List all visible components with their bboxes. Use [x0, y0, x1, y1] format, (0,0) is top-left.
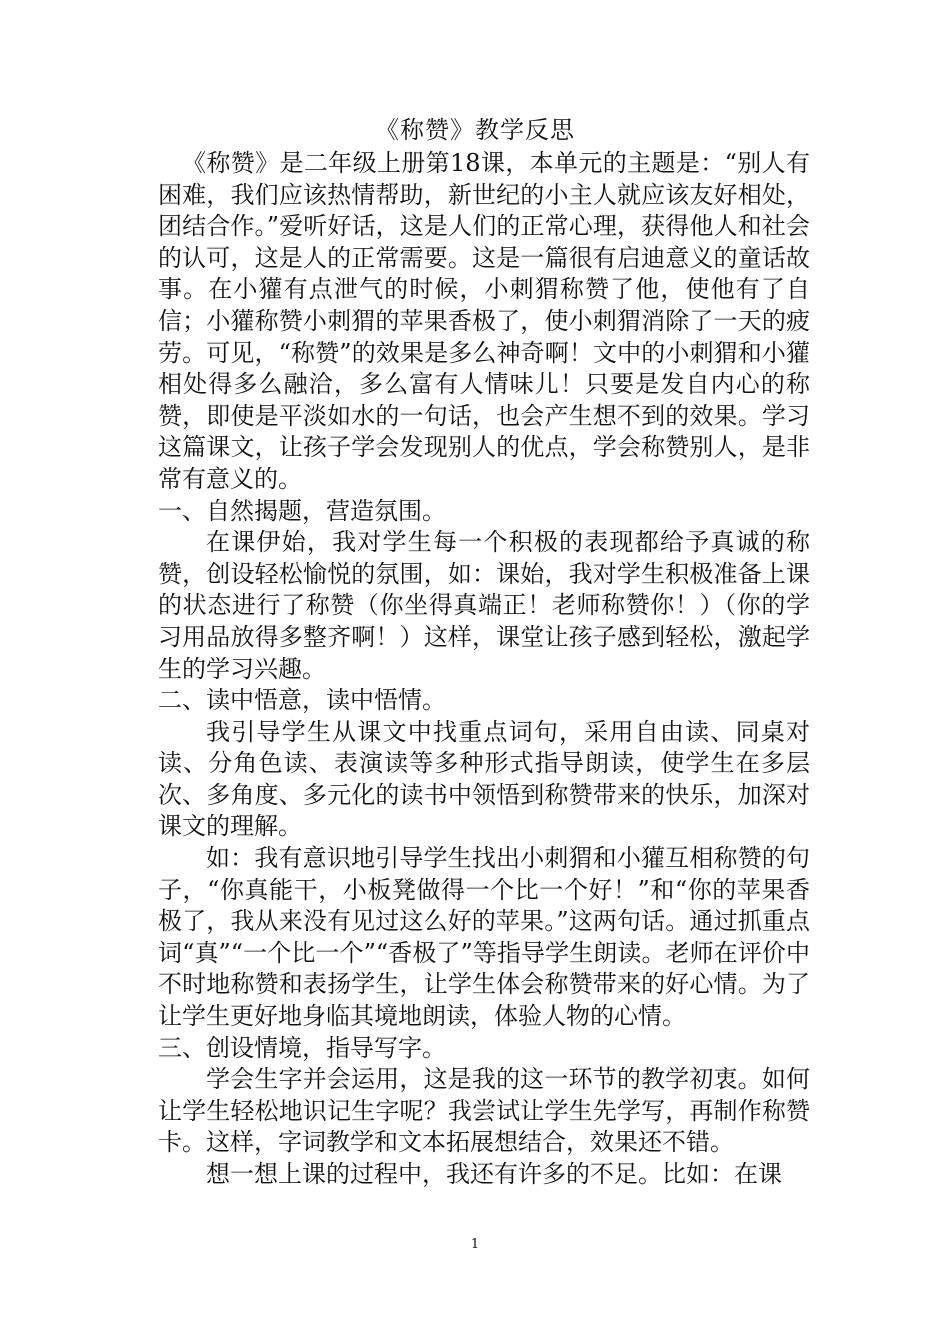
section-heading-2: 二、读中悟意，读中悟情。 — [158, 686, 446, 715]
paragraph-intro: 《称赞》是二年级上册第18课，本单元的主题是：“别人有困难，我们应该热情帮助，新世纪的小主人就应该友好相处，团结合作。”爱听好话，这是人们的正常心理，获得他人和社会的认可，这是人的正常需要。这是一篇很有启迪意义的童话故事。在小獾有点泄气的时候，小刺猬称赞了他，使他有了自信；小獾称赞小刺猬的苹果香极了，使小刺猬消除了一天的疲劳。可见，“称赞”的效果是多么神奇啊！文中的小刺猬和小獾相处得多么融洽，多么富有人情味儿！只要是发自内心的称赞，即使是平淡如水的一句话，也会产生想不到的效果。学习这篇课文，让孩子学会发现别人的优点，学会称赞别人，是非常有意义的。 — [158, 149, 810, 493]
section-heading-3: 三、创设情境，指导写字。 — [158, 1033, 446, 1062]
paragraph-section-3: 学会生字并会运用，这是我的这一环节的教学初衷。如何让学生轻松地识记生字呢？我尝试让学生先学写，再制作称赞卡。这样，字词教学和文本拓展想结合，效果还不错。 — [158, 1065, 810, 1157]
paragraph-section-1: 在课伊始，我对学生每一个积极的表现都给予真诚的称赞，创设轻松愉悦的氛围，如：课始，我对学生积极准备上课的状态进行了称赞（你坐得真端正！老师称赞你！）（你的学习用品放得多整齐啊！）这样，课堂让孩子感到轻松，激起学生的学习兴趣。 — [158, 528, 810, 683]
page-number: 1 — [470, 1237, 480, 1252]
paragraph-reflection: 想一想上课的过程中，我还有许多的不足。比如：在课 — [206, 1160, 782, 1188]
paragraph-section-2a: 我引导学生从课文中找重点词句，采用自由读、同桌对读、分角色读、表演读等多种形式指导朗读，使学生在多层次、多角度、多元化的读书中领悟到称赞带来的快乐，加深对课文的理解。 — [158, 717, 810, 841]
document-body — [158, 148, 810, 1191]
paragraph-section-2b: 如：我有意识地引导学生找出小刺猬和小獾互相称赞的句子，“你真能干，小板凳做得一个比一个好！”和“你的苹果香极了，我从来没有见过这么好的苹果。”这两句话。通过抓重点词“真”“一个比一个”“香极了”等指导学生朗读。老师在评价中不时地称赞和表扬学生，让学生体会称赞带来的好心情。为了让学生更好地身临其境地朗读，体验人物的心情。 — [158, 844, 810, 1031]
section-heading-1: 一、自然揭题，营造氛围。 — [158, 496, 446, 525]
document-title: 《称赞》教学反思 — [375, 116, 575, 144]
